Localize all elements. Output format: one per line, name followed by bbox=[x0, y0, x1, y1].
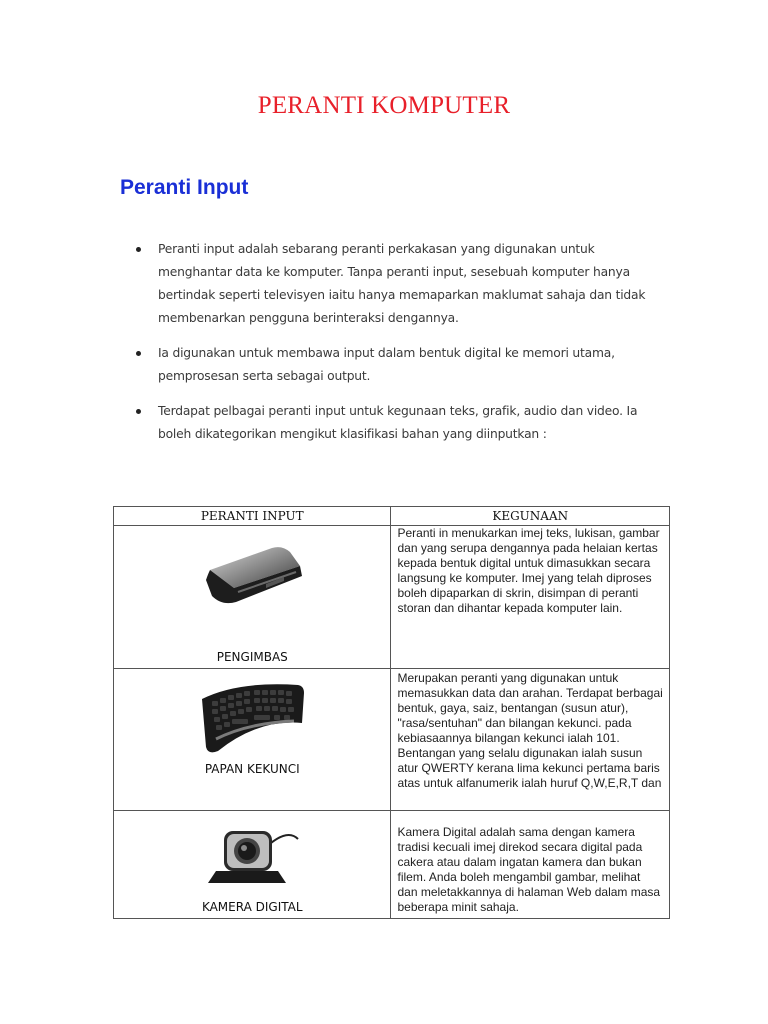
header-usage: KEGUNAAN bbox=[391, 507, 670, 526]
bullet-icon bbox=[136, 247, 141, 252]
bullet-icon bbox=[136, 351, 141, 356]
usage-text: Peranti in menukarkan imej teks, lukisan, gambar dan yang serupa dengannya pada helaian kertas kepada bentuk digital untuk dimasukkan secara langsung ke komputer. Imej yang telah diproses boleh dipaparkan di skrin, disimpan di peranti storan dan dihantar kepada komputer lain. bbox=[397, 526, 660, 615]
page-title: PERANTI KOMPUTER bbox=[257, 92, 511, 119]
bullet-item bbox=[136, 238, 656, 330]
bullet-icon bbox=[136, 409, 141, 414]
table-row bbox=[114, 811, 670, 919]
bullet-text: Peranti input adalah sebarang peranti perkakasan yang digunakan untuk menghantar data ke komputer. Tanpa peranti input, sesebuah komputer hanya bertindak seperti televisyen iaitu hanya memaparkan maklumat sahaja dan tidak membenarkan pengguna berinteraksi dengannya. bbox=[158, 242, 646, 325]
device-name: KAMERA DIGITAL bbox=[201, 900, 303, 914]
devices-table bbox=[113, 506, 670, 919]
table-row bbox=[114, 669, 670, 811]
bullet-text: Ia digunakan untuk membawa input dalam bentuk digital ke memori utama, pemprosesan serta sebagai output. bbox=[158, 346, 615, 383]
usage-text: Kamera Digital adalah sama dengan kamera tradisi kecuali imej direkod secara digital pada cakera atau dalam ingatan kamera dan bukan filem. Anda boleh mengambil gambar, melihat dan meletakkannya di halaman Web dalam masa beberapa minit sahaja. bbox=[397, 825, 661, 914]
bullet-text: Terdapat pelbagai peranti input untuk kegunaan teks, grafik, audio dan video. Ia boleh dikategorikan mengikut klasifikasi bahan yang diinputkan : bbox=[158, 404, 638, 441]
bullet-list bbox=[136, 238, 656, 458]
scanner-icon bbox=[200, 540, 304, 608]
device-cell bbox=[114, 811, 391, 919]
table-row bbox=[114, 526, 670, 669]
keyboard-icon bbox=[198, 677, 306, 757]
bullet-item bbox=[136, 400, 656, 446]
webcam-icon bbox=[202, 821, 302, 891]
section-heading: Peranti Input bbox=[120, 176, 249, 199]
device-name: PAPAN KEKUNCI bbox=[204, 762, 300, 776]
device-cell bbox=[114, 669, 391, 811]
device-name: PENGIMBAS bbox=[216, 650, 288, 664]
header-device: PERANTI INPUT bbox=[114, 507, 391, 526]
usage-text: Merupakan peranti yang digunakan untuk memasukkan data dan arahan. Terdapat berbagai bentuk, gaya, saiz, bentangan (susun atur), "rasa/sentuhan" dan bilangan kekunci. pada kebiasaannya bilangan kekunci ialah 101. Bentangan yang selalu digunakan ialah susun atur QWERTY kerana lima kekunci pertama baris atas untuk alfanumerik ialah huruf Q,W,E,R,T dan bbox=[397, 671, 663, 790]
bullet-item bbox=[136, 342, 656, 388]
usage-cell bbox=[391, 526, 670, 669]
table-header-row bbox=[114, 507, 670, 526]
device-cell bbox=[114, 526, 391, 669]
usage-cell bbox=[391, 669, 670, 811]
usage-cell bbox=[391, 811, 670, 919]
